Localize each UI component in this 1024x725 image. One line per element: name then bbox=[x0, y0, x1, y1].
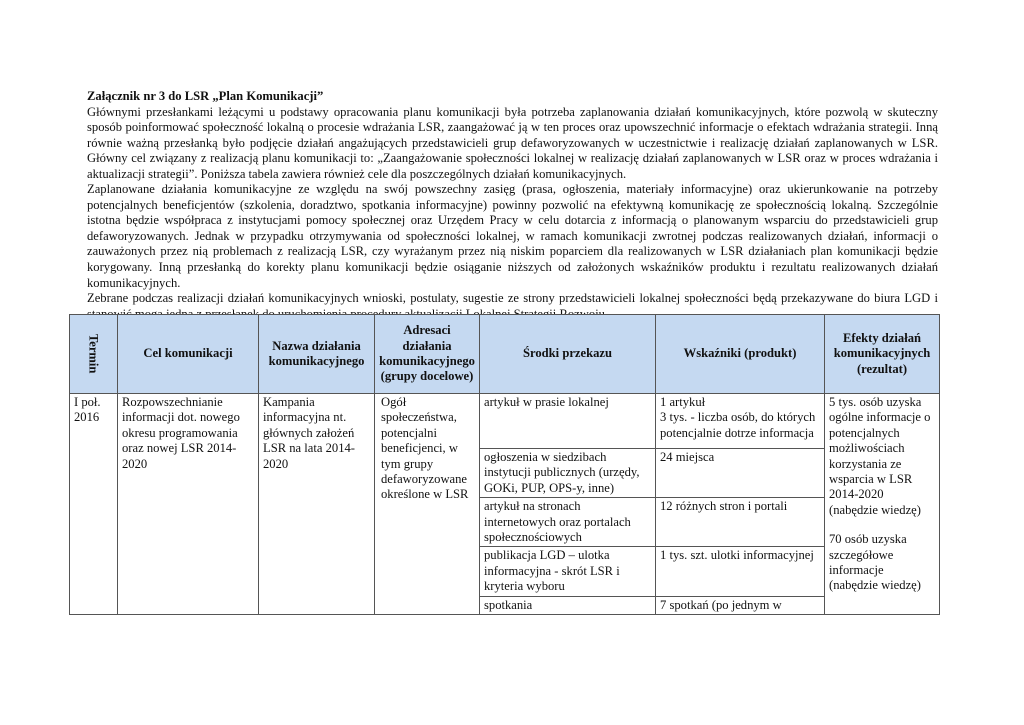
efekty-text: 5 tys. osób uzyska ogólne informacje o potencjalnych możliwościach korzystania ze wsparcia w LSR 2014-2020 (nabędzie wiedzę) bbox=[829, 395, 931, 517]
header-efekty: Efekty działań komunikacyjnych (rezultat) bbox=[825, 315, 940, 394]
cell-termin: I poł. 2016 bbox=[70, 394, 118, 615]
header-cel: Cel komunikacji bbox=[118, 315, 259, 394]
table-row bbox=[70, 394, 940, 449]
header-srodki: Środki przekazu bbox=[480, 315, 656, 394]
wskaznik-line: 1 artykuł bbox=[660, 395, 706, 409]
cell-wskaznik bbox=[656, 394, 825, 449]
table-header-row bbox=[70, 315, 940, 394]
header-termin: Termin bbox=[70, 315, 118, 394]
cell-wskaznik: 1 tys. szt. ulotki informacyjnej bbox=[656, 547, 825, 596]
header-wskazniki: Wskaźniki (produkt) bbox=[656, 315, 825, 394]
intro-paragraph: Zaplanowane działania komunikacyjne ze względu na swój powszechny zasięg (prasa, ogłoszenia, materiały informacyjne) oraz ukierunkowanie na potrzeby potencjalnych beneficjentów (szkolenia, doradztwo, spotkania informacyjne) powinny pozwolić na efektywną komunikację ze społecznością lokalną. Szczególnie istotna będzie współpraca z instytucjami pomocy społecznej oraz Urzędem Pracy w celu dotarcia z informacją o planowanym wsparciu do przedstawicieli grup defaworyzowanych. Jednak w przypadku otrzymywania od społeczności lokalnej, w ramach komunikacji zwrotnej podczas realizowanych działań, informacji o zauważonych przez nią problemach z realizacją LSR, czy wyrażanym przez nią niskim poparciem dla realizowanych w LSR działaniach plan komunikacji będzie korygowany. Inną przesłanką do korekty planu komunikacji będzie osiąganie niższych od założonych wskaźników produktu i rezultatu realizowanych działań komunikacyjnych. bbox=[87, 182, 938, 290]
cell-wskaznik: 24 miejsca bbox=[656, 449, 825, 498]
cell-srodek: artykuł na stronach internetowych oraz portalach społecznościowych bbox=[480, 498, 656, 547]
intro-paragraph: Zebrane podczas realizacji działań komunikacyjnych wnioski, postulaty, sugestie ze strony przedstawicieli lokalnej społeczności będą przekazywane do biura LGD i bbox=[87, 291, 938, 306]
cell-efekty bbox=[825, 394, 940, 615]
cell-wskaznik: 12 różnych stron i portali bbox=[656, 498, 825, 547]
intro-section bbox=[87, 89, 938, 322]
cell-srodek: ogłoszenia w siedzibach instytucji publicznych (urzędy, GOKi, PUP, OPS-y, inne) bbox=[480, 449, 656, 498]
intro-paragraph: Głównymi przesłankami leżącymi u podstawy opracowania planu komunikacji była potrzeba zaplanowania działań komunikacyjnych, które pozwolą w skuteczny sposób poinformować społeczność lokalną o procesie wdrażania LSR, zaangażować ją w ten proces oraz upowszechnić informacje o efektach wdrażania strategii. Inną równie ważną przesłanką było podjęcie działań angażujących przedstawicieli grup defaworyzowanych w uczestnictwie i realizację działań zaplanowanych w LSR. Główny cel związany z realizacją planu komunikacji to: „Zaangażowanie społeczności lokalnej w realizację działań zaplanowanych w LSR oraz w proces wdrażania i aktualizacji strategii”. Poniższa tabela zawiera również cele dla poszczególnych działań komunikacyjnych. bbox=[87, 104, 938, 181]
wskaznik-line: 3 tys. - liczba osób, do których potencjalnie dotrze informacja bbox=[660, 410, 816, 440]
header-adresaci: Adresaci działania komunikacyjnego (grupy docelowe) bbox=[375, 315, 480, 394]
cell-adresaci: Ogół społeczeństwa, potencjalni beneficjenci, w tym grupy defaworyzowane określone w LSR bbox=[375, 394, 480, 615]
document-title: Załącznik nr 3 do LSR „Plan Komunikacji” bbox=[87, 89, 324, 103]
cell-wskaznik: 7 spotkań (po jednym w bbox=[656, 596, 825, 614]
cell-nazwa: Kampania informacyjna nt. głównych założeń LSR na lata 2014-2020 bbox=[259, 394, 375, 615]
header-nazwa: Nazwa działania komunikacyjnego bbox=[259, 315, 375, 394]
efekty-text: 70 osób uzyska szczegółowe informacje (nabędzie wiedzę) bbox=[829, 532, 921, 593]
cell-srodek: publikacja LGD – ulotka informacyjna - skrót LSR i kryteria wyboru bbox=[480, 547, 656, 596]
cell-srodek: spotkania bbox=[480, 596, 656, 614]
communication-plan-table bbox=[69, 314, 940, 615]
cell-srodek: artykuł w prasie lokalnej bbox=[480, 394, 656, 449]
cell-cel: Rozpowszechnianie informacji dot. nowego okresu programowania oraz nowej LSR 2014-2020 bbox=[118, 394, 259, 615]
